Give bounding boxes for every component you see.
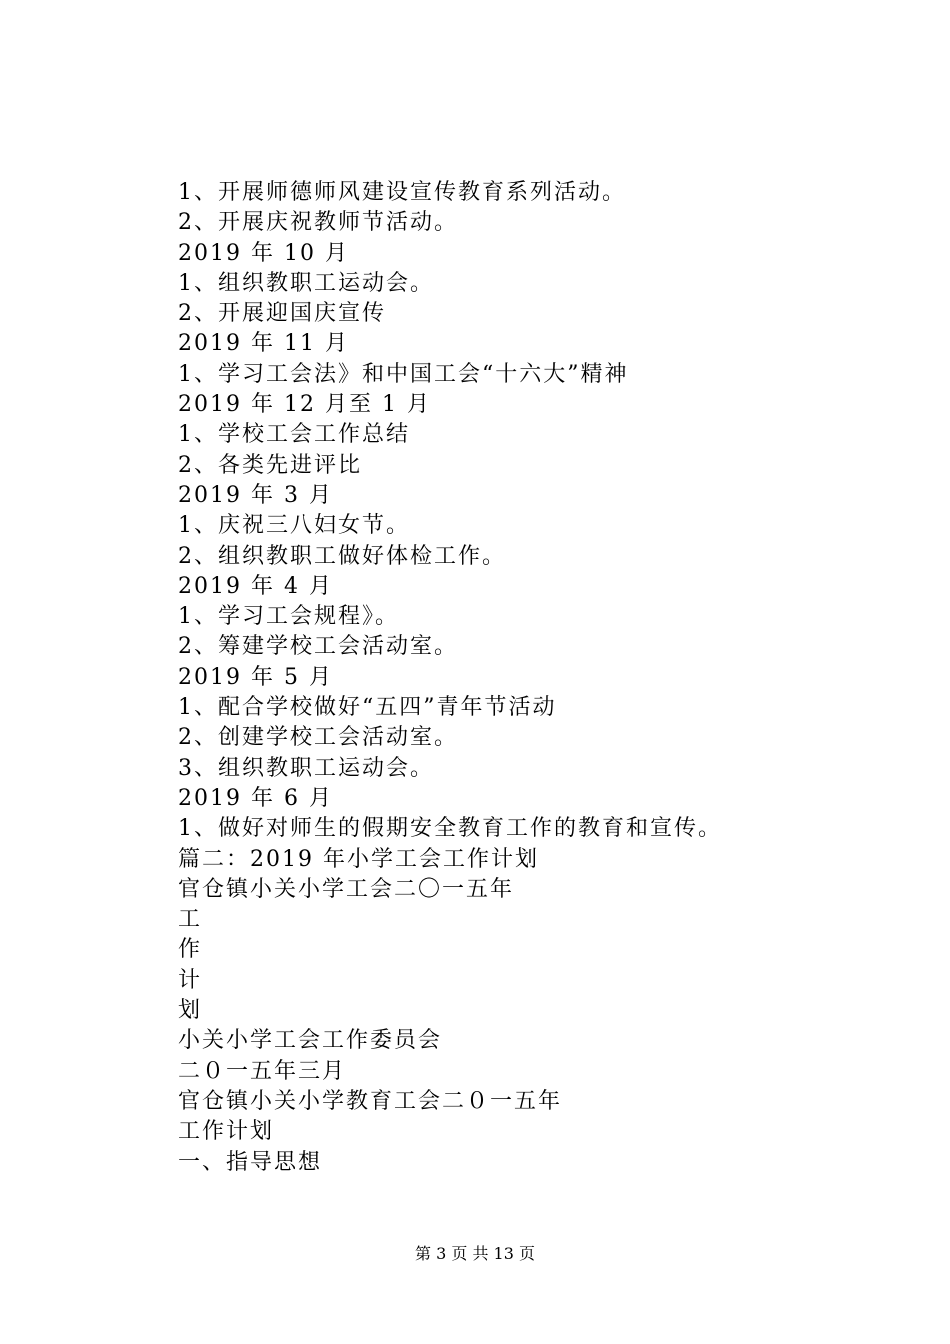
text-line: 2、各类先进评比 (178, 452, 362, 478)
text-line: 小关小学工会工作委员会 (178, 1028, 443, 1054)
text-line: 2、开展迎国庆宣传 (178, 301, 386, 327)
month-heading: 2019 年 6 月 (178, 785, 333, 811)
text-line: 作 (178, 937, 203, 963)
text-line: 2、筹建学校工会活动室。 (178, 634, 458, 660)
month-heading: 2019 年 5 月 (178, 664, 333, 690)
document-body (178, 178, 898, 1178)
text-line: 3、组织教职工运动会。 (178, 755, 434, 781)
text-line: 2、开展庆祝教师节活动。 (178, 210, 458, 236)
month-heading: 2019 年 12 月至 1 月 (178, 392, 431, 418)
text-line: 1、组织教职工运动会。 (178, 270, 434, 296)
text-line: 2、创建学校工会活动室。 (178, 725, 458, 751)
section-heading: 篇二：2019 年小学工会工作计划 (178, 846, 539, 872)
text-line: 2、组织教职工做好体检工作。 (178, 543, 506, 569)
text-line: 计 (178, 967, 203, 993)
month-heading: 2019 年 11 月 (178, 331, 349, 357)
text-line: 1、做好对师生的假期安全教育工作的教育和宣传。 (178, 816, 722, 842)
page-footer: 第 3 页 共 13 页 (415, 1244, 535, 1263)
text-line: 1、学习工会规程》。 (178, 604, 399, 630)
text-line: 划 (178, 998, 203, 1024)
month-heading: 2019 年 3 月 (178, 482, 333, 508)
text-line: 工作计划 (178, 1119, 275, 1145)
text-line: 1、庆祝三八妇女节。 (178, 513, 410, 539)
text-line: 工 (178, 907, 203, 933)
month-heading: 2019 年 10 月 (178, 240, 349, 266)
text-line: 二０一五年三月 (178, 1058, 347, 1084)
text-line: 1、学习工会法》和中国工会“十六大”精神 (178, 361, 629, 387)
text-line: 官仓镇小关小学工会二〇一五年 (178, 876, 515, 902)
text-line: 一、指导思想 (178, 1149, 323, 1175)
text-line: 官仓镇小关小学教育工会二０一五年 (178, 1088, 563, 1114)
text-line: 1、开展师德师风建设宣传教育系列活动。 (178, 180, 626, 205)
month-heading: 2019 年 4 月 (178, 573, 333, 599)
text-line: 1、配合学校做好“五四”青年节活动 (178, 695, 557, 721)
text-line: 1、学校工会工作总结 (178, 422, 410, 448)
